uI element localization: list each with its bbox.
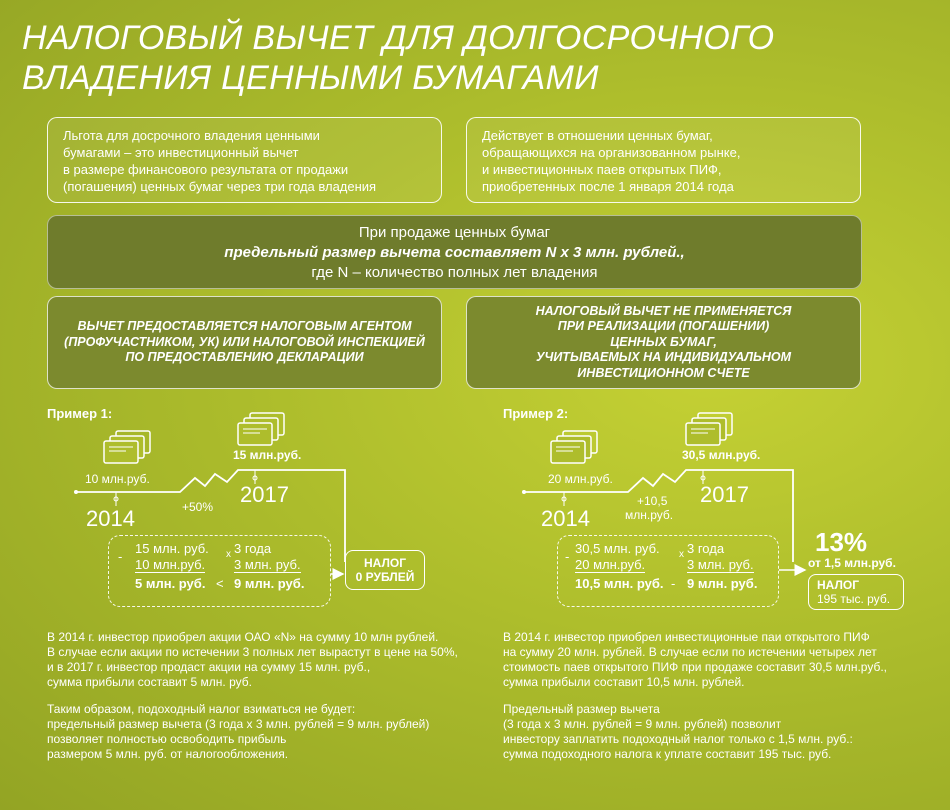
example2-growth-value: +10,5 <box>637 494 668 508</box>
applicability-line: Действует в отношении ценных бумаг, <box>482 128 713 143</box>
applicability-line: обращающихся на организованном рынке, <box>482 145 741 160</box>
text-line: предельный размер вычета (3 года х 3 млн. рублей = 9 млн. рублей) <box>47 717 430 731</box>
tax-label: НАЛОГ <box>363 556 407 570</box>
text-line: размером 5 млн. руб. от налогообложения. <box>47 747 289 761</box>
minus-sign: - <box>118 549 123 564</box>
calc-result: 5 млн. руб. <box>135 576 206 591</box>
benefit-line: бумагами – это инвестиционный вычет <box>63 145 299 160</box>
example2-year-end: 2017 <box>700 482 749 507</box>
tax-amount: 195 тыс. руб. <box>817 592 891 606</box>
text-line: на сумму 20 млн. рублей. В случае если по истечении четырех лет <box>503 645 877 659</box>
example1-sell-documents-icon <box>238 413 284 445</box>
text-line: позволяет полностью освободить прибыль <box>47 732 287 746</box>
example2-sell-amount: 30,5 млн.руб. <box>682 448 761 462</box>
example2-sell-documents-icon <box>686 413 732 445</box>
provider-line: ПО ПРЕДОСТАВЛЕНИЮ ДЕКЛАРАЦИИ <box>125 350 364 365</box>
text-line: сумма прибыли составит 5 млн. руб. <box>47 675 252 689</box>
example2-year-start: 2014 <box>541 506 590 531</box>
exclusion-line: ЦЕННЫХ БУМАГ, <box>610 334 717 349</box>
applicability-line: и инвестиционных паев открытых ПИФ, <box>482 162 722 177</box>
text-line: В 2014 г. инвестор приобрел акции ОАО «N» на сумму 10 млн рублей. <box>47 630 439 644</box>
exclusion-line: НАЛОГОВЫЙ ВЫЧЕТ НЕ ПРИМЕНЯЕТСЯ <box>535 303 792 318</box>
example1-year-end: 2017 <box>240 482 289 507</box>
exclusion-line: ИНВЕСТИЦИОННОМ СЧЕТЕ <box>577 365 750 380</box>
times-sign: x <box>226 549 231 560</box>
calc-a: 15 млн. руб. <box>135 541 209 556</box>
example2-rate: 13% <box>815 527 868 557</box>
compare-sign: < <box>216 576 224 591</box>
calc-b: 20 млн.руб. <box>575 557 646 572</box>
example2-buy-amount: 20 млн.руб. <box>548 472 613 486</box>
banner-line-1: При продаже ценных бумаг <box>358 224 551 241</box>
example1-sell-amount: 15 млн.руб. <box>233 448 302 462</box>
text-line: и в 2017 г. инвестор продаст акции на сумму 15 млн. руб., <box>47 660 371 674</box>
example2-conclusion <box>503 702 853 762</box>
example2-description <box>503 630 887 690</box>
example1-label: Пример 1: <box>47 406 113 421</box>
provider-line: (ПРОФУЧАСТНИКОМ, УК) ИЛИ НАЛОГОВОЙ ИНСПЕКЦИЕЙ <box>64 334 425 349</box>
example1-buy-amount: 10 млн.руб. <box>85 472 150 486</box>
text-line: В случае если акции по истечении 3 полных лет вырастут в цене на 50%, <box>47 645 458 659</box>
example1-year-start: 2014 <box>86 506 135 531</box>
calc-limit: 9 млн. руб. <box>234 576 305 591</box>
benefit-line: (погашения) ценных бумаг через три года владения <box>63 179 377 194</box>
example1-growth: +50% <box>182 500 214 514</box>
calc-a: 30,5 млн. руб. <box>575 541 660 556</box>
calc-result: 10,5 млн. руб. <box>575 576 664 591</box>
provider-line: ВЫЧЕТ ПРЕДОСТАВЛЯЕТСЯ НАЛОГОВЫМ АГЕНТОМ <box>77 319 412 334</box>
example1-tax-box <box>345 550 425 590</box>
text-line: сумма прибыли составит 10,5 млн. рублей. <box>503 675 745 689</box>
minus-sign: - <box>565 549 570 564</box>
example2-growth-unit: млн.руб. <box>625 508 674 522</box>
example2-tax-box <box>808 574 904 610</box>
example2-buy-documents-icon <box>551 431 597 463</box>
text-line: Таким образом, подоходный налог взиматься не будет: <box>47 702 356 716</box>
exclusion-line: ПРИ РЕАЛИЗАЦИИ (ПОГАШЕНИИ) <box>557 319 770 334</box>
benefit-line: в размере финансового результата от продажи <box>63 162 349 177</box>
example2-label: Пример 2: <box>503 406 569 421</box>
calc-d: 3 млн. руб. <box>687 557 754 572</box>
applicability-line: приобретенных после 1 января 2014 года <box>482 179 734 194</box>
title-line-2: ВЛАДЕНИЯ ЦЕННЫМИ БУМАГАМИ <box>22 59 599 97</box>
tax-amount: 0 РУБЛЕЙ <box>355 570 415 584</box>
calc-b: 10 млн.руб. <box>135 557 206 572</box>
banner-line-3: где N – количество полных лет владения <box>311 264 598 281</box>
example2-rate-base: от 1,5 млн.руб. <box>808 556 896 570</box>
calc-limit: 9 млн. руб. <box>687 576 758 591</box>
text-line: стоимость паев открытого ПИФ при продаже составит 30,5 млн.руб., <box>503 660 887 674</box>
text-line: сумма подоходного налога к уплате составит 195 тыс. руб. <box>503 747 832 761</box>
benefit-line: Льгота для досрочного владения ценными <box>63 128 320 143</box>
example1-description <box>47 630 458 690</box>
calc-d: 3 млн. руб. <box>234 557 301 572</box>
text-line: В 2014 г. инвестор приобрел инвестиционные паи открытого ПИФ <box>503 630 870 644</box>
text-line: Предельный размер вычета <box>503 702 660 716</box>
calc-c: 3 года <box>234 541 272 556</box>
example1-buy-documents-icon <box>104 431 150 463</box>
banner-line-2: предельный размер вычета составляет N x 3 млн. рублей., <box>224 244 685 261</box>
title-line-1: НАЛОГОВЫЙ ВЫЧЕТ ДЛЯ ДОЛГОСРОЧНОГО <box>22 19 775 57</box>
tax-label: НАЛОГ <box>817 578 860 592</box>
example1-conclusion <box>47 702 429 762</box>
exclusion-line: УЧИТЫВАЕМЫХ НА ИНДИВИДУАЛЬНОМ <box>536 350 791 365</box>
calc-c: 3 года <box>687 541 725 556</box>
minus-sign-2: - <box>671 576 676 591</box>
text-line: инвестору заплатить подоходный налог только с 1,5 млн. руб.: <box>503 732 853 746</box>
text-line: (3 года х 3 млн. рублей = 9 млн. рублей) позволит <box>503 717 782 731</box>
times-sign: x <box>679 549 684 560</box>
